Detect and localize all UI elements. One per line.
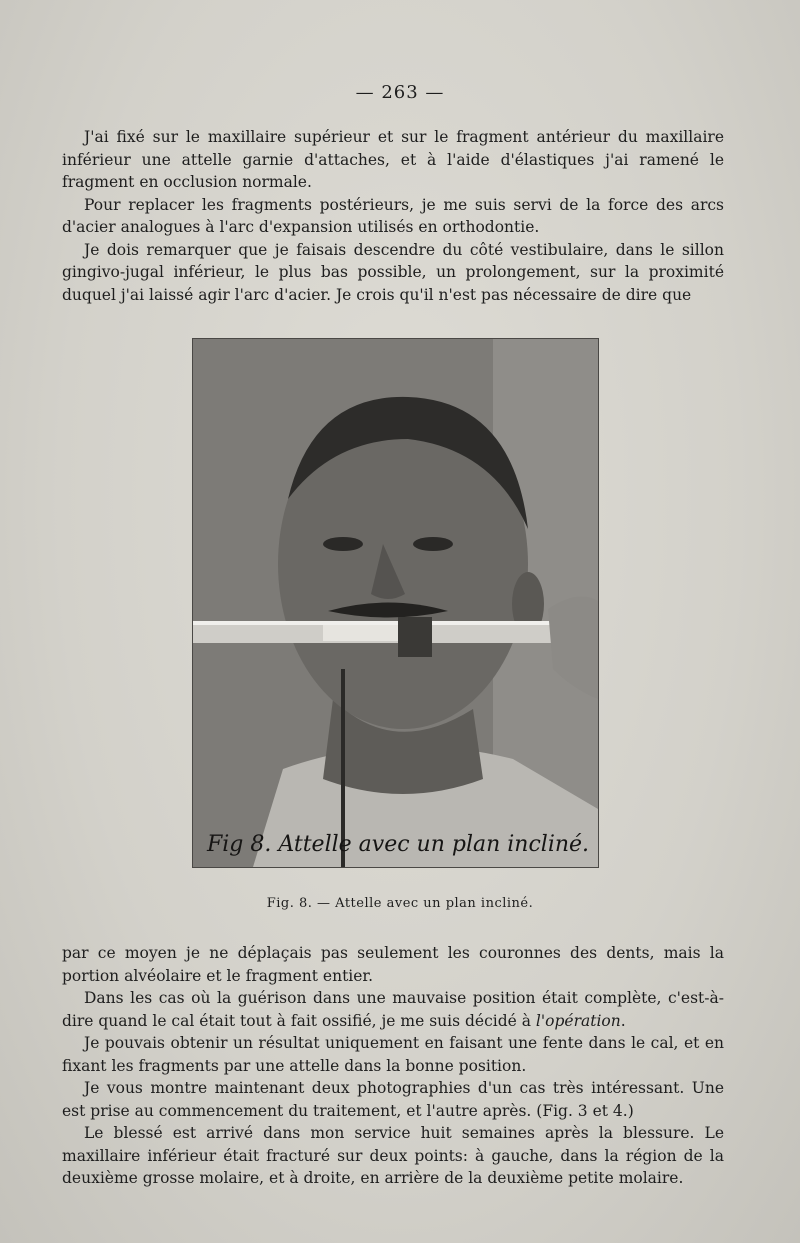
paragraph: Je pouvais obtenir un résultat uniquement en faisant une fente dans le cal, et en fixant les fragments par une attelle dans la bonne position. <box>62 1034 724 1075</box>
paragraph-text: . <box>620 1011 626 1030</box>
paragraph-text: Dans les cas où la guérison dans une mauvaise position était complète, c'est-à-dire quand le cal était tout à fait ossifié, je me suis décidé à <box>62 989 724 1030</box>
emphasis-text: l'opération <box>535 1011 621 1030</box>
figure-caption: Fig. 8. — Attelle avec un plan incliné. <box>266 896 534 911</box>
paragraph: Je vous montre maintenant deux photographies d'un cas très intéressant. Une est prise au commencement du traitement, et l'autre après. (Fig. 3 et 4.) <box>62 1079 724 1120</box>
paragraph: par ce moyen je ne déplaçais pas seulement les couronnes des dents, mais la portion alvéolaire et le fragment entier. <box>62 944 724 985</box>
figure-photograph <box>192 338 599 868</box>
top-text-block <box>62 126 724 306</box>
photo-inscription: Fig 8. Attelle avec un plan incliné. <box>207 832 590 857</box>
paragraph <box>62 987 724 1032</box>
paragraph: Le blessé est arrivé dans mon service huit semaines après la blessure. Le maxillaire inférieur était fracturé sur deux points: à gauche, dans la région de la deuxième grosse molaire, et à droite, en arrière de la deuxième petite molaire. <box>62 1124 724 1187</box>
bottom-text-block <box>62 942 724 1190</box>
paragraph: J'ai fixé sur le maxillaire supérieur et sur le fragment antérieur du maxillaire inférieur une attelle garnie d'attaches, et à l'aide d'élastiques j'ai ramené le fragment en occlusion normale. <box>62 128 724 191</box>
paragraph: Pour replacer les fragments postérieurs, je me suis servi de la force des arcs d'acier analogues à l'arc d'expansion utilisés en orthodontie. <box>62 195 724 236</box>
page-number: — 263 — <box>355 82 445 103</box>
paragraph: Je dois remarquer que je faisais descendre du côté vestibulaire, dans le sillon gingivo-jugal inférieur, le plus bas possible, un prolongement, sur la proximité duquel j'ai laissé agir l'arc d'acier. Je crois qu'il n'est pas nécessaire de dire que <box>62 240 724 304</box>
